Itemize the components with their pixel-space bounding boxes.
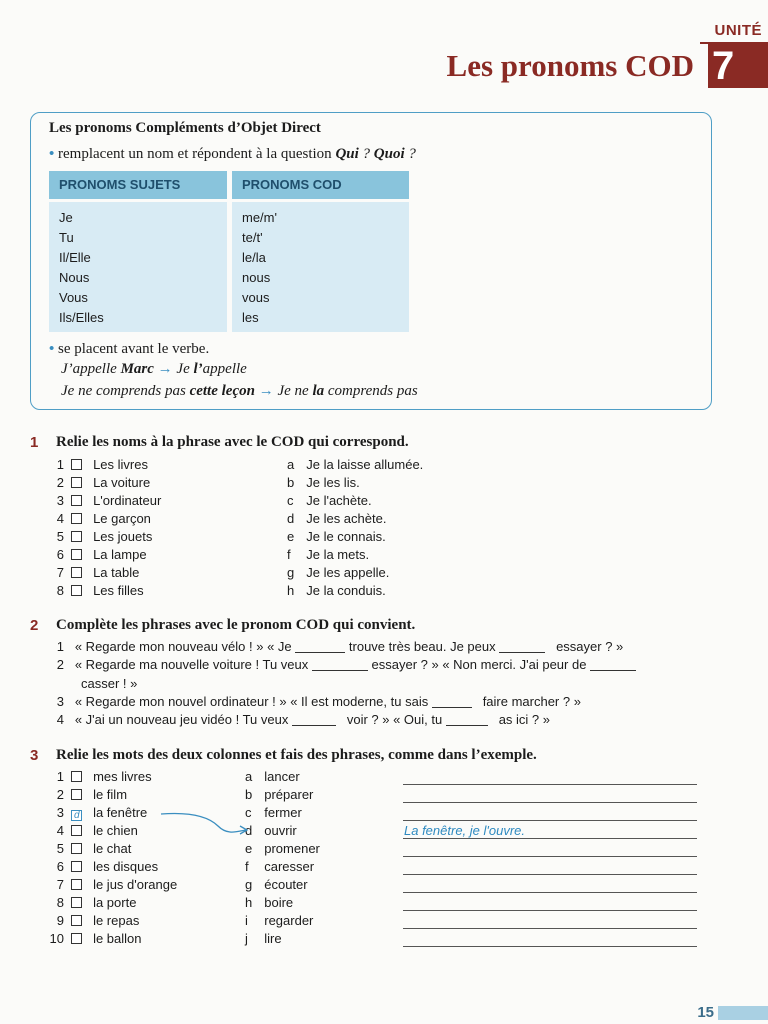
item-number: 4 (56, 712, 64, 727)
list-item (42, 804, 177, 822)
item-number: 10 (49, 931, 64, 946)
blank-field[interactable] (446, 713, 488, 726)
checkbox[interactable] (71, 495, 82, 506)
list-item (287, 474, 423, 492)
exercise-3-left-column (42, 768, 177, 948)
item-text: mes livres (93, 769, 152, 784)
ex-bold: la (312, 383, 325, 399)
checkbox[interactable] (71, 567, 82, 578)
checkbox[interactable] (71, 843, 82, 854)
blank-field[interactable] (295, 640, 345, 653)
table-cell: te/t' (242, 230, 263, 245)
table-cell: les (242, 310, 259, 325)
item-letter: e (245, 841, 253, 856)
item-text: promener (264, 841, 320, 856)
answer-field[interactable] (403, 912, 697, 930)
item-text: Je la laisse allumée. (306, 457, 424, 472)
item-text: voir ? » « Oui, tu (346, 712, 443, 727)
item-text: caresser (264, 859, 315, 874)
table-column-cod (232, 202, 409, 332)
answer-line (403, 928, 697, 929)
item-number: 6 (56, 859, 64, 874)
list-item (287, 510, 423, 528)
ex-text: Je ne (273, 383, 313, 399)
list-item (42, 912, 177, 930)
item-text: Je les achète. (306, 511, 387, 526)
checkbox[interactable] (71, 585, 82, 596)
answer-field[interactable] (403, 894, 697, 912)
ex-text: Je (172, 361, 194, 377)
checkbox[interactable] (71, 861, 82, 872)
unit-label: UNITÉ (714, 22, 762, 39)
item-text: préparer (264, 787, 314, 802)
checkbox[interactable] (71, 531, 82, 542)
exercise-1-title: Relie les noms à la phrase avec le COD qui correspond. (56, 434, 409, 450)
list-item (42, 876, 177, 894)
list-item (50, 456, 161, 474)
item-text: casser ! » (81, 676, 138, 691)
item-text: le film (93, 787, 128, 802)
list-item (42, 894, 177, 912)
item-text: « Regarde ma nouvelle voiture ! Tu veux (74, 657, 309, 672)
item-text: trouve très beau. Je peux (348, 639, 496, 654)
exercise-3-answer-lines (403, 768, 697, 948)
page-number: 15 (697, 1004, 714, 1021)
item-text: la porte (93, 895, 137, 910)
connect-arrow-icon (158, 808, 258, 838)
item-text: Je les lis. (306, 475, 360, 490)
exercise-2-item-1 (50, 639, 623, 654)
checkbox[interactable] (71, 933, 82, 944)
item-number: 1 (56, 769, 64, 784)
checkbox[interactable] (71, 897, 82, 908)
exercise-2-title: Complète les phrases avec le pronom COD qui convient. (56, 617, 416, 633)
unit-number-box: 7 (708, 44, 768, 88)
item-number: 6 (56, 547, 64, 562)
exercise-1-left-column (50, 456, 161, 600)
exercise-3-title: Relie les mots des deux colonnes et fais des phrases, comme dans l’exemple. (56, 747, 537, 763)
list-item (42, 822, 177, 840)
list-item (245, 894, 320, 912)
item-text: « J'ai un nouveau jeu vidéo ! Tu veux (74, 712, 289, 727)
checkbox[interactable] (71, 477, 82, 488)
item-number: 7 (56, 877, 64, 892)
item-number: 2 (56, 657, 64, 672)
list-item (245, 858, 320, 876)
item-letter: e (287, 529, 295, 544)
list-item (287, 492, 423, 510)
answer-field[interactable] (403, 876, 697, 894)
item-text: écouter (264, 877, 308, 892)
table-header-cod: PRONOMS COD (232, 171, 409, 199)
item-text: le ballon (93, 931, 142, 946)
item-text: fermer (264, 805, 302, 820)
list-item (245, 786, 320, 804)
answer-line (403, 856, 697, 857)
item-text: La voiture (93, 475, 151, 490)
item-number: 8 (56, 583, 64, 598)
answer-field[interactable] (403, 768, 697, 786)
table-cell: Tu (59, 230, 74, 245)
item-letter: b (287, 475, 295, 490)
answer-line (403, 838, 697, 839)
item-text: ouvrir (264, 823, 297, 838)
item-letter: i (245, 913, 248, 928)
blank-field[interactable] (312, 658, 368, 671)
item-text: L'ordinateur (93, 493, 162, 508)
example-2 (61, 383, 418, 400)
table-column-sujets (49, 202, 227, 332)
exercise-2-item-3 (50, 694, 581, 709)
ex-bold: l’ (193, 361, 203, 377)
checkbox[interactable] (71, 879, 82, 890)
exercise-2-item-4 (50, 712, 550, 727)
answer-line (403, 820, 697, 821)
item-letter: j (245, 931, 248, 946)
grammar-bullet-2 (49, 341, 209, 358)
table-cell: me/m' (242, 210, 277, 225)
item-text: « Regarde mon nouveau vélo ! » « Je (74, 639, 292, 654)
item-number: 3 (56, 805, 64, 820)
item-text: le repas (93, 913, 140, 928)
exercise-2-item-2-continued (81, 676, 137, 691)
exercise-1-right-column (287, 456, 423, 600)
item-text: lire (264, 931, 282, 946)
item-text: Les jouets (93, 529, 153, 544)
item-letter: d (287, 511, 295, 526)
arrow-icon: → (157, 361, 173, 377)
grammar-bullet-1 (49, 146, 416, 163)
table-cell: nous (242, 270, 271, 285)
item-number: 5 (56, 841, 64, 856)
list-item (50, 474, 161, 492)
answer-line (403, 910, 697, 911)
item-letter: a (245, 769, 253, 784)
page-title: Les pronoms COD (446, 48, 694, 83)
item-number: 3 (56, 694, 64, 709)
item-letter: g (245, 877, 253, 892)
item-text: essayer ? » (556, 639, 624, 654)
list-item (42, 786, 177, 804)
list-item (50, 492, 161, 510)
item-number: 9 (56, 913, 64, 928)
item-letter: d (245, 823, 253, 838)
table-cell: le/la (242, 250, 266, 265)
item-text: le jus d'orange (93, 877, 178, 892)
item-number: 1 (56, 457, 64, 472)
page-tab (718, 1006, 768, 1020)
list-item (42, 930, 177, 948)
bullet-icon: • (49, 341, 55, 357)
example-answer: La fenêtre, je l'ouvre. (404, 823, 525, 838)
item-text: Le garçon (93, 511, 151, 526)
item-number: 1 (56, 639, 64, 654)
item-text: Je l'achète. (306, 493, 372, 508)
table-cell: Je (59, 210, 73, 225)
answer-line (403, 946, 697, 947)
list-item (245, 768, 320, 786)
checkbox[interactable] (71, 459, 82, 470)
exercise-2-number: 2 (30, 617, 39, 634)
answer-field[interactable] (403, 840, 697, 858)
list-item (245, 912, 320, 930)
item-text: faire marcher ? » (482, 694, 581, 709)
blank-field[interactable] (292, 713, 336, 726)
ex-text: Je ne comprends pas (61, 383, 190, 399)
list-item (42, 768, 177, 786)
ex-bold: Marc (120, 361, 154, 377)
blank-field[interactable] (432, 695, 472, 708)
bullet-icon: • (49, 146, 55, 162)
checkbox[interactable] (71, 549, 82, 560)
checkbox[interactable] (71, 825, 82, 836)
item-letter: f (245, 859, 249, 874)
item-text: regarder (264, 913, 314, 928)
item-text: La table (93, 565, 140, 580)
item-text: le chien (93, 823, 138, 838)
ex-text: J’appelle (61, 361, 121, 377)
item-text: Je la mets. (306, 547, 370, 562)
list-item (50, 528, 161, 546)
item-text: Je les appelle. (306, 565, 390, 580)
table-header-sujets: PRONOMS SUJETS (49, 171, 227, 199)
item-number: 5 (56, 529, 64, 544)
checkbox[interactable]: d (71, 810, 82, 821)
list-item (287, 564, 423, 582)
list-item (50, 546, 161, 564)
list-item (245, 840, 320, 858)
answer-field[interactable] (403, 786, 697, 804)
item-number: 4 (56, 511, 64, 526)
list-item (42, 858, 177, 876)
item-text: boire (264, 895, 294, 910)
answer-line (403, 784, 697, 785)
checkbox[interactable] (71, 915, 82, 926)
item-number: 4 (56, 823, 64, 838)
item-text: essayer ? » « Non merci. J'ai peur de (371, 657, 587, 672)
list-item (245, 876, 320, 894)
answer-field[interactable] (403, 930, 697, 948)
item-text: Les livres (93, 457, 148, 472)
item-letter: h (287, 583, 295, 598)
bullet-text: remplacent un nom et répondent à la question (58, 146, 336, 162)
ex-text: appelle (202, 361, 247, 377)
item-letter: a (287, 457, 295, 472)
item-text: le chat (93, 841, 132, 856)
item-letter: g (287, 565, 295, 580)
list-item (50, 564, 161, 582)
exercise-2-item-2 (50, 657, 636, 672)
exercise-3-number: 3 (30, 747, 39, 764)
item-letter: c (287, 493, 294, 508)
list-item (287, 456, 423, 474)
exercise-3-right-column (245, 768, 320, 948)
item-number: 2 (56, 475, 64, 490)
item-letter: f (287, 547, 291, 562)
question-sep: ? (358, 146, 374, 162)
blank-field[interactable] (499, 640, 545, 653)
answer-field[interactable] (403, 858, 697, 876)
table-cell: vous (242, 290, 270, 305)
item-letter: h (245, 895, 253, 910)
ex-bold: cette leçon (189, 383, 255, 399)
list-item (287, 546, 423, 564)
list-item (50, 510, 161, 528)
item-text: Les filles (93, 583, 144, 598)
item-text: la fenêtre (93, 805, 148, 820)
table-cell: Ils/Elles (59, 310, 104, 325)
list-item (287, 528, 423, 546)
item-number: 3 (56, 493, 64, 508)
item-text: « Regarde mon nouvel ordinateur ! » « Il est moderne, tu sais (74, 694, 429, 709)
arrow-icon: → (258, 383, 274, 399)
table-cell: Nous (59, 270, 90, 285)
item-number: 7 (56, 565, 64, 580)
answer-line (403, 892, 697, 893)
list-item (42, 840, 177, 858)
bullet-text: se placent avant le verbe. (58, 341, 210, 357)
checkbox[interactable] (71, 771, 82, 782)
question-quoi: Quoi (373, 146, 405, 162)
list-item (245, 930, 320, 948)
answer-line (403, 802, 697, 803)
answer-line (403, 874, 697, 875)
item-text: lancer (264, 769, 300, 784)
checkbox[interactable] (71, 513, 82, 524)
question-end: ? (404, 146, 416, 162)
answer-field[interactable] (403, 804, 697, 822)
item-text: Je le connais. (306, 529, 386, 544)
item-letter: b (245, 787, 253, 802)
item-letter: c (245, 805, 252, 820)
item-number: 2 (56, 787, 64, 802)
list-item (50, 582, 161, 600)
item-text: Je la conduis. (306, 583, 386, 598)
example-1 (61, 361, 247, 378)
table-cell: Vous (59, 290, 88, 305)
exercise-1-number: 1 (30, 434, 39, 451)
item-number: 8 (56, 895, 64, 910)
grammar-title: Les pronoms Compléments d’Objet Direct (49, 120, 321, 136)
table-cell: Il/Elle (59, 250, 91, 265)
question-qui: Qui (335, 146, 359, 162)
blank-field[interactable] (590, 658, 636, 671)
ex-text: comprends pas (324, 383, 418, 399)
list-item (287, 582, 423, 600)
item-text: les disques (93, 859, 159, 874)
item-text: as ici ? » (498, 712, 551, 727)
checkbox[interactable] (71, 789, 82, 800)
item-text: La lampe (93, 547, 147, 562)
